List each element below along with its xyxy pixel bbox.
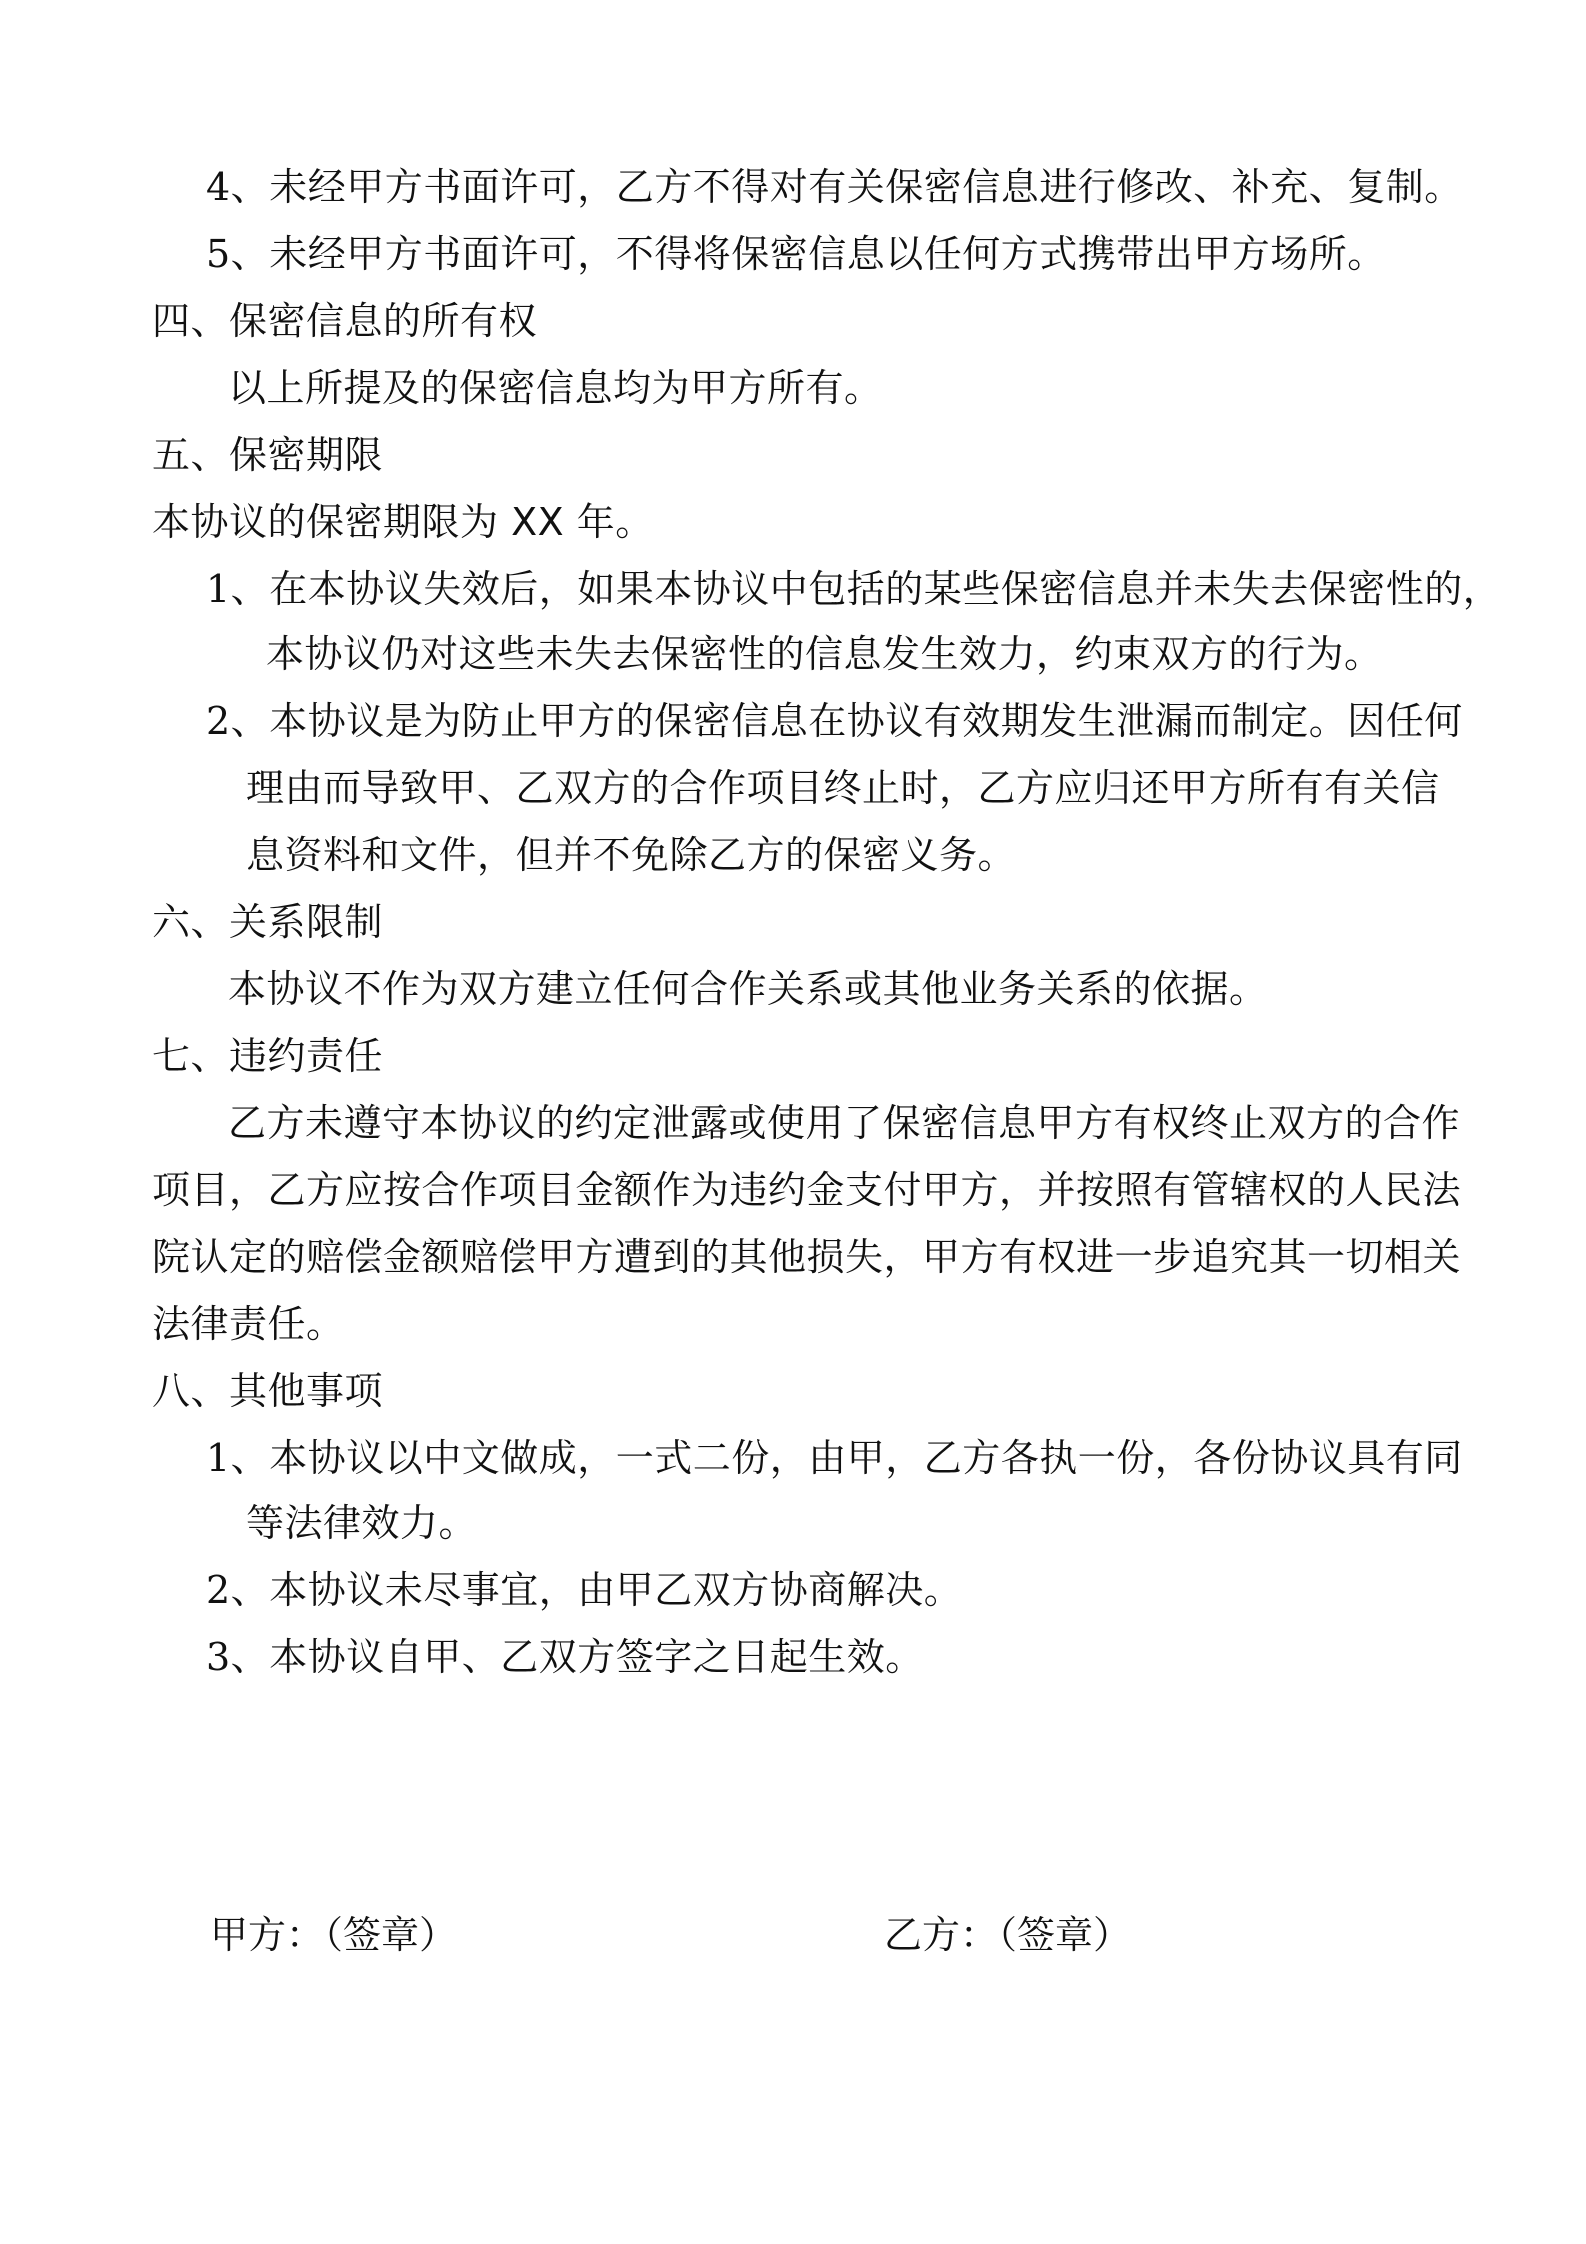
item-number: 2、: [206, 1568, 270, 1612]
item-text: 未经甲方书面许可，不得将保密信息以任何方式携带出甲方场所。: [269, 232, 1386, 276]
section7-heading: 七、违约责任: [152, 1034, 384, 1078]
section6-heading: 六、关系限制: [152, 900, 384, 944]
item-text: 本协议是为防止甲方的保密信息在协议有效期发生泄漏而制定。因任何: [269, 699, 1463, 743]
item-number: 1、: [206, 567, 270, 611]
section4-body: 以上所提及的保密信息均为甲方所有。: [228, 366, 883, 410]
item-number: 1、: [206, 1436, 270, 1480]
section3-item-4: [206, 164, 1463, 210]
section8-item-2: [206, 1567, 962, 1613]
party-a-signature-label: 甲方：（签章）: [210, 1913, 458, 1957]
section8-item-1-line-2: 等法律效力。: [246, 1501, 478, 1545]
section5-item-1-line-2: 本协议仍对这些未失去保密性的信息发生效力，约束双方的行为。: [266, 632, 1383, 676]
party-b-signature-label: 乙方：（签章）: [884, 1913, 1132, 1957]
section5-item-2-line-3: 息资料和文件，但并不免除乙方的保密义务。: [246, 833, 1017, 877]
section7-line-2: 项目，乙方应按合作项目金额作为违约金支付甲方，并按照有管辖权的人民法: [152, 1168, 1462, 1212]
section5-heading: 五、保密期限: [152, 433, 384, 477]
item-number: 4、: [206, 165, 270, 209]
item-number: 3、: [206, 1635, 270, 1679]
item-number: 2、: [206, 699, 270, 743]
item-text: 本协议未尽事宜，由甲乙双方协商解决。: [269, 1568, 963, 1612]
section5-item-2-line-1: [206, 698, 1463, 744]
item-number: 5、: [206, 232, 270, 276]
item-text: 未经甲方书面许可，乙方不得对有关保密信息进行修改、补充、复制。: [269, 165, 1463, 209]
section7-line-4: 法律责任。: [152, 1302, 345, 1346]
section5-intro: 本协议的保密期限为 XX 年。: [152, 500, 654, 544]
section8-heading: 八、其他事项: [152, 1369, 384, 1413]
section5-item-2-line-2: 理由而导致甲、乙双方的合作项目终止时，乙方应归还甲方所有有关信: [246, 766, 1440, 810]
section3-item-5: [206, 231, 1386, 277]
section4-heading: 四、保密信息的所有权: [152, 299, 538, 343]
section6-body: 本协议不作为双方建立任何合作关系或其他业务关系的依据。: [228, 967, 1268, 1011]
section8-item-1-line-1: [206, 1435, 1463, 1481]
section7-line-3: 院认定的赔偿金额赔偿甲方遭到的其他损失，甲方有权进一步追究其一切相关: [152, 1235, 1462, 1279]
item-text: 在本协议失效后，如果本协议中包括的某些保密信息并未失去保密性的，: [269, 567, 1502, 611]
item-text: 本协议自甲、乙双方签字之日起生效。: [269, 1635, 924, 1679]
section8-item-3: [206, 1634, 924, 1680]
item-text: 本协议以中文做成，一式二份，由甲，乙方各执一份，各份协议具有同: [269, 1436, 1463, 1480]
section7-line-1: 乙方未遵守本协议的约定泄露或使用了保密信息甲方有权终止双方的合作: [228, 1101, 1461, 1145]
section5-item-1-line-1: [206, 566, 1501, 612]
